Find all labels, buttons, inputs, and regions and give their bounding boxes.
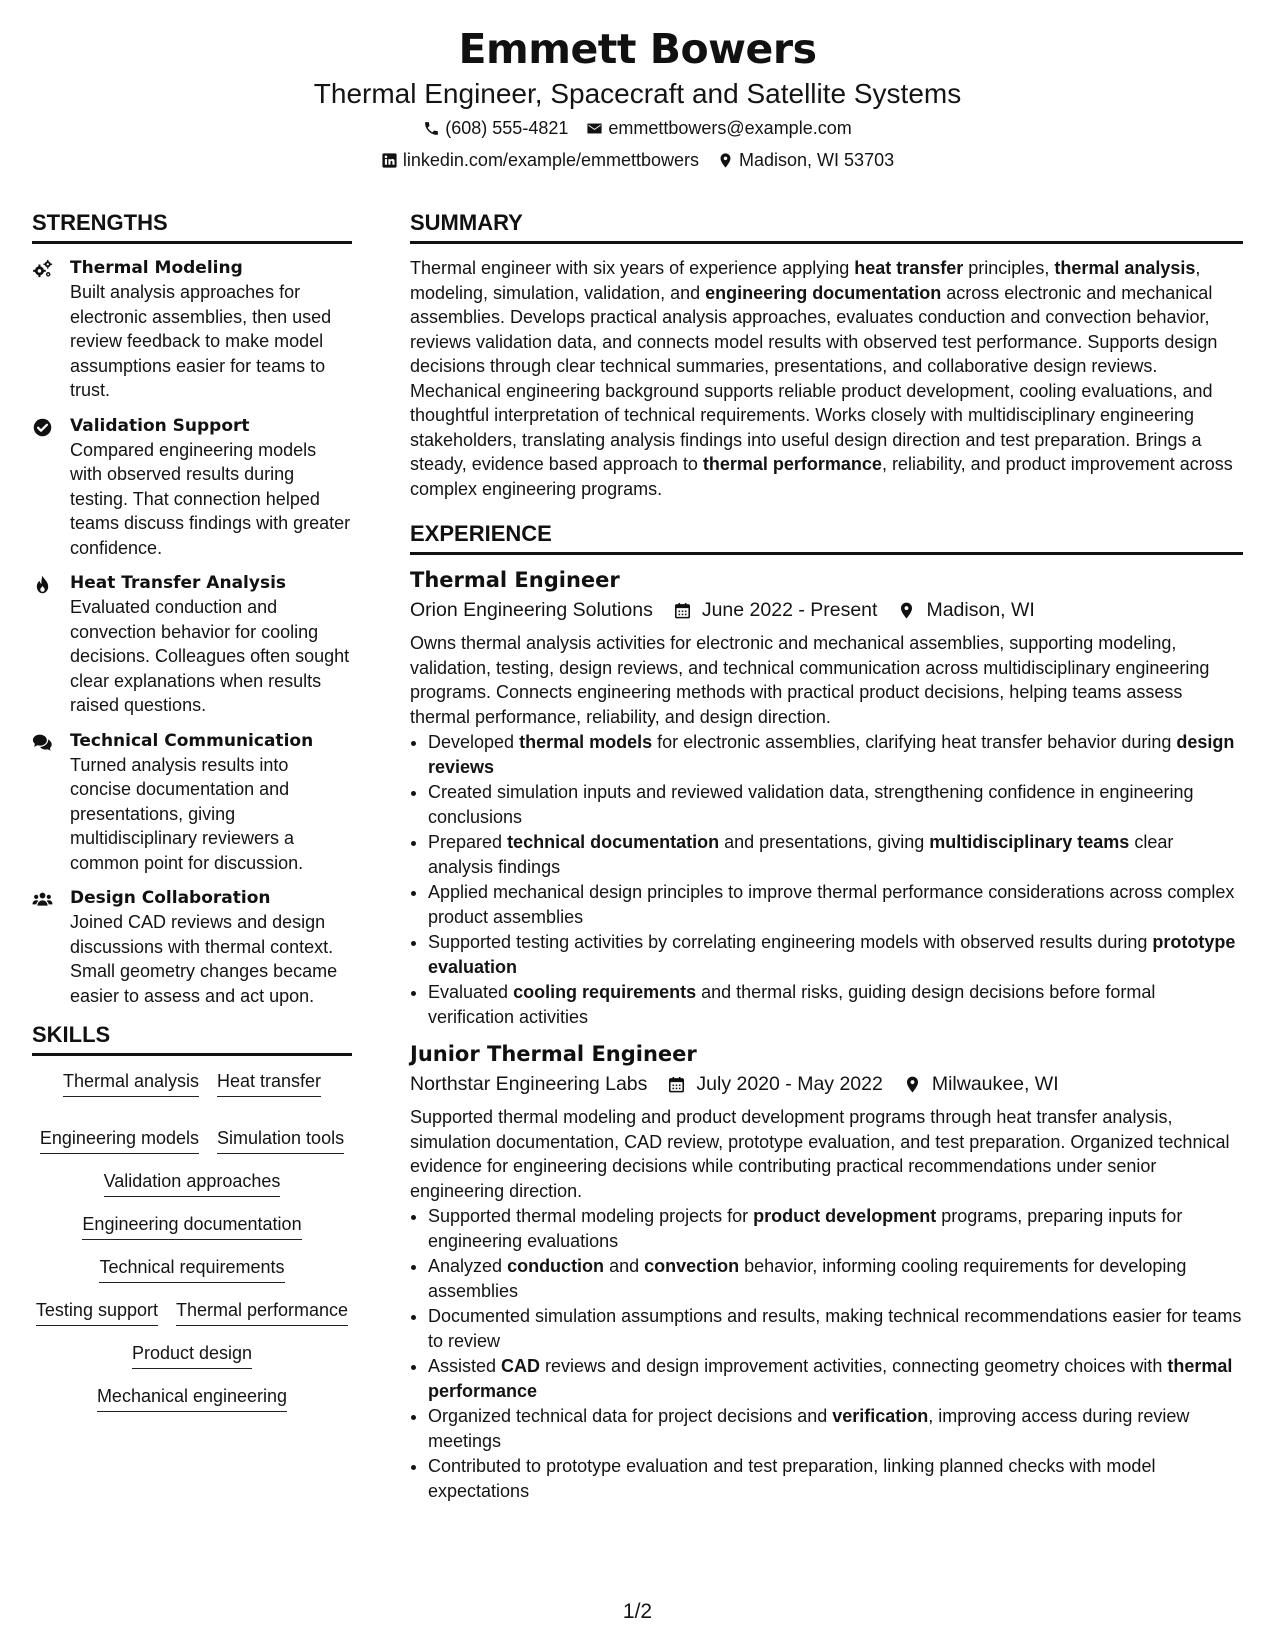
linkedin-icon [381,152,398,169]
text-segment: , reliability, and product improvement across complex engineering programs. [410,454,1233,499]
skills-heading: SKILLS [32,1020,352,1056]
text-segment: Supported thermal modeling projects for [428,1206,754,1226]
map-pin-icon [897,601,926,620]
strength-body [70,886,352,1008]
job-dates: June 2022 - Present [701,599,878,621]
text-segment: Created simulation inputs and reviewed validation data, strengthening confidence in engineering conclusions [428,782,1194,827]
bold-keyword: engineering documentation [705,282,942,303]
job-bullets [410,730,1243,1029]
bold-keyword: conduction [507,1256,605,1276]
text-segment: for electronic assemblies, clarifying heat transfer behavior during [652,732,1177,752]
strength-description: Compared engineering models with observed results during testing. That connection helped teams discuss findings with greater confidence. [70,439,351,558]
skill-tag: Product design [132,1340,252,1369]
strength-item-design-collaboration [32,886,352,1008]
summary-text [410,256,1243,501]
phone-icon [423,120,440,137]
bold-keyword: design reviews [428,732,1235,777]
job-location: Milwaukee, WI [931,1073,1059,1095]
users-icon [32,886,70,1008]
text-segment: Thermal engineer with six years of experience applying [410,258,855,278]
phone-contact [423,112,568,144]
job-entry [410,565,1243,1029]
bold-keyword: cooling requirements [513,982,697,1002]
bold-keyword: thermal analysis [1054,258,1196,278]
text-segment: Prepared [428,832,508,852]
bold-keyword: thermal models [519,732,653,752]
skill-tag: Mechanical engineering [97,1383,287,1412]
calendar-icon [673,601,702,620]
job-entry [410,1039,1243,1503]
bullet-item [428,930,1243,979]
skill-tag: Engineering documentation [82,1211,301,1240]
bold-keyword: heat transfer [854,258,964,278]
skill-tag: Thermal analysis [63,1068,199,1097]
strengths-section [32,208,352,1008]
strength-description: Built analysis approaches for electronic assemblies, then used review feedback to make model assumptions easier for teams to trust. [70,282,332,400]
email-contact[interactable] [586,112,851,144]
bold-keyword: verification [832,1406,929,1426]
bullet-item [428,1204,1243,1253]
strength-description: Joined CAD reviews and design discussions with thermal context. Small geometry changes became easier to assess and act upon. [70,912,338,1006]
contact-info [0,112,1275,176]
gears-icon [32,256,70,403]
job-bullets [410,1204,1243,1503]
check-circle-icon [32,414,70,561]
text-segment: Developed [428,732,520,752]
strength-description: Turned analysis results into concise documentation and presentations, giving multidisciplinary reviewers a common point for discussion. [70,754,304,873]
email-address[interactable]: emmettbowers@example.com [608,118,852,138]
job-description: Supported thermal modeling and product development programs through heat transfer analysis, simulation documentation, CAD review, prototype evaluation, and test preparation. Organized technical evidence for engineering decisions while contributing practical recommendations under senior engineering direction. [410,1107,1230,1201]
strength-item-technical-communication [32,729,352,876]
text-segment: Analyzed [428,1256,508,1276]
bold-keyword: technical documentation [507,832,720,852]
strength-body [70,256,352,403]
strengths-heading: STRENGTHS [32,208,352,244]
bullet-item [428,1304,1243,1353]
strength-name: Technical Communication [70,730,314,751]
summary-section [410,208,1243,501]
map-pin-icon [903,1075,932,1094]
experience-heading: EXPERIENCE [410,519,1243,555]
text-segment: Organized technical data for project decisions and [428,1406,833,1426]
map-pin-icon [717,152,734,169]
strength-item-validation-support [32,414,352,561]
strength-name: Thermal Modeling [70,258,243,278]
location-text: Madison, WI 53703 [739,150,895,170]
skill-tag: Simulation tools [217,1125,344,1154]
strength-name: Validation Support [70,415,250,436]
skill-tag: Technical requirements [99,1254,284,1283]
text-segment: Supported testing activities by correlating engineering models with observed results during [428,932,1153,952]
skill-tag: Engineering models [40,1125,199,1154]
text-segment: and presentations, giving [719,832,930,852]
text-segment: Assisted [428,1356,502,1376]
job-meta [410,1069,1243,1099]
bold-keyword: product development [753,1206,937,1226]
calendar-icon [667,1075,696,1094]
text-segment: principles, [963,258,1055,278]
strength-item-thermal-modeling [32,256,352,403]
candidate-name: Emmett Bowers [458,25,817,73]
page-number: 1/2 [622,1600,653,1623]
text-segment: Evaluated [428,982,514,1002]
company-name: Northstar Engineering Labs [410,1073,648,1095]
bold-keyword: CAD [501,1356,541,1376]
job-description: Owns thermal analysis activities for electronic and mechanical assemblies, supporting modeling, validation, testing, design reviews, and technical communication across multidisciplinary engineering programs. Connects engineering methods with practical product decisions, helping teams assess thermal performance, reliability, and design direction. [410,633,1210,727]
comments-icon [32,729,70,876]
skill-tag: Testing support [36,1297,158,1326]
right-column [410,208,1243,1515]
strength-body [70,414,352,561]
text-segment: programs, preparing inputs for engineering evaluations [428,1206,1183,1251]
linkedin-contact[interactable] [381,144,699,176]
phone-number: (608) 555-4821 [445,118,569,138]
strength-body [70,571,352,718]
job-location: Madison, WI [926,599,1035,621]
bullet-item [428,1404,1243,1453]
strength-item-heat-transfer-analysis [32,571,352,718]
job-title: Thermal Engineer [410,568,620,592]
strengths-list [32,256,352,1008]
flame-icon [32,571,70,718]
skill-tag: Thermal performance [176,1297,348,1326]
summary-heading: SUMMARY [410,208,1243,244]
jobs-list [410,565,1243,1503]
linkedin-url[interactable]: linkedin.com/example/emmettbowers [402,150,700,170]
company-name: Orion Engineering Solutions [410,599,653,621]
strength-name: Design Collaboration [70,888,271,908]
bullet-item [428,880,1243,929]
skills-list [32,1068,352,1412]
text-segment: Documented simulation assumptions and results, making technical recommendations easier for teams to review [428,1306,1242,1351]
location-contact [717,144,894,176]
job-title: Junior Thermal Engineer [410,1042,697,1066]
skill-tag: Validation approaches [104,1168,281,1197]
resume-header [0,22,1275,176]
bullet-item [428,1254,1243,1303]
job-dates: July 2020 - May 2022 [696,1073,883,1095]
bold-keyword: convection [644,1256,740,1276]
skill-tag: Heat transfer [217,1068,321,1097]
experience-section [410,519,1243,1503]
text-segment: clear analysis findings [428,832,1174,877]
text-segment: and [604,1256,645,1276]
bullet-item [428,730,1243,779]
left-column [32,208,352,1412]
text-segment: behavior, informing cooling requirements for developing assemblies [428,1256,1187,1301]
strength-name: Heat Transfer Analysis [70,573,287,593]
bullet-item [428,1454,1243,1503]
text-segment: , improving access during review meetings [428,1406,1190,1451]
text-segment: and thermal risks, guiding design decisions before formal verification activities [428,982,1156,1027]
strength-body [70,729,352,876]
job-meta [410,595,1243,625]
bold-keyword: prototype evaluation [428,932,1236,977]
bold-keyword: thermal performance [428,1356,1233,1401]
text-segment: Contributed to prototype evaluation and test preparation, linking planned checks with model expectations [428,1456,1156,1501]
strength-description: Evaluated conduction and convection behavior for cooling decisions. Colleagues often sought clear explanations when results raised questions. [70,597,350,715]
text-segment: reviews and design improvement activities, connecting geometry choices with [540,1356,1168,1376]
candidate-title: Thermal Engineer, Spacecraft and Satellite Systems [313,78,962,109]
text-segment: across electronic and mechanical assemblies. Develops practical analysis approaches, evaluates conduction and convection behavior, reviews validation data, and connects model results with observed test performance. Supports design decisions through clear technical summaries, presentations, and collaborative design reviews. Mechanical engineering background supports reliable product development, cooling evaluations, and thoughtful interpretation of technical requirements. Works closely with multidisciplinary engineering stakeholders, translating analysis findings into useful design direction and test preparation. Brings a steady, evidence based approach to [410,282,1218,474]
bullet-item [428,830,1243,879]
text-segment: , modeling, simulation, validation, and [410,258,1201,303]
bullet-item [428,780,1243,829]
skills-section [32,1020,352,1412]
bullet-item [428,1354,1243,1403]
bold-keyword: thermal performance [702,454,882,474]
envelope-icon [586,120,603,137]
text-segment: Applied mechanical design principles to improve thermal performance considerations across complex product assemblies [428,882,1235,927]
bold-keyword: multidisciplinary teams [929,832,1130,852]
bullet-item [428,980,1243,1029]
